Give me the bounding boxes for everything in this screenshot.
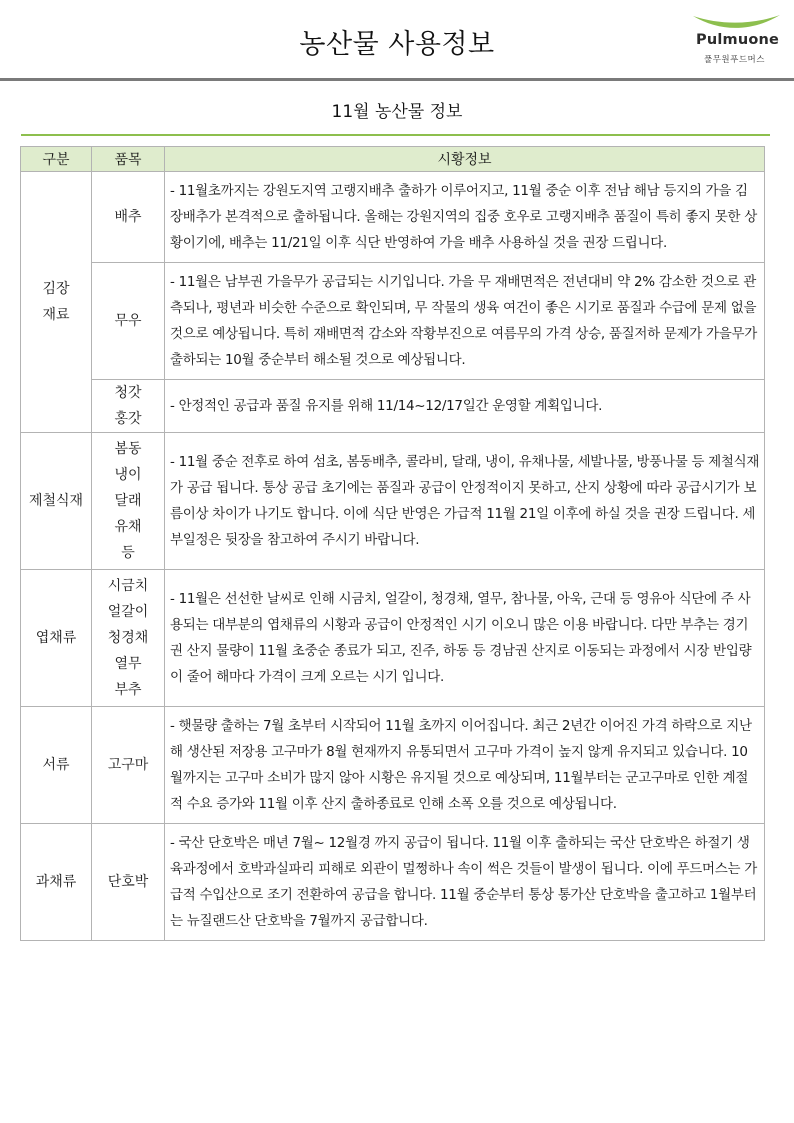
category-cell bbox=[21, 433, 92, 570]
market-info-cell: - 11월초까지는 강원도지역 고랭지배추 출하가 이루어지고, 11월 중순 이후 전남 해남 등지의 가을 김장배추가 본격적으로 출하됩니다. 올해는 강원지역의 집중 호우로 고랭지배추 품질이 특히 좋지 못한 상황이기에, 배추는 11/21일 이후 식단 반영하여 가을 배추 사용하실 것을 권장 드립니다. bbox=[165, 172, 765, 263]
table-header-row bbox=[21, 147, 765, 172]
table-row bbox=[21, 263, 765, 380]
table-row bbox=[21, 570, 765, 707]
category-label: 서류 bbox=[42, 757, 70, 773]
column-header-item: 품목 bbox=[92, 147, 165, 172]
item-cell bbox=[92, 824, 165, 941]
category-label: 제철식재 bbox=[28, 493, 84, 509]
market-info-cell: - 11월 중순 전후로 하여 섬초, 봄동배추, 콜라비, 달래, 냉이, 유채나물, 세발나물, 방풍나물 등 제철식재가 공급 됩니다. 통상 공급 초기에는 품질과 공급이 안정적이지 못하고, 산지 상황에 따라 공급시기가 보름이상 차이가 나기도 합니다. 이에 식단 반영은 가급적 11월 21일 이후에 하실 것을 권장 드립니다. 세부일정은 뒷장을 참고하여 주시기 바랍니다. bbox=[165, 433, 765, 570]
item-label: 열무 bbox=[114, 656, 142, 672]
header-divider bbox=[0, 78, 794, 81]
item-label: 청경채 bbox=[107, 630, 149, 646]
pulmuone-logo bbox=[690, 12, 782, 64]
category-label: 과채류 bbox=[35, 874, 77, 890]
market-info-cell: - 안정적인 공급과 품질 유지를 위해 11/14~12/17일간 운영할 계획입니다. bbox=[165, 380, 765, 433]
table-row bbox=[21, 433, 765, 570]
category-label: 김장 재료 bbox=[42, 281, 70, 323]
item-label: 무우 bbox=[114, 313, 142, 329]
logo-wordmark: Pulmuone bbox=[696, 32, 780, 48]
item-label: 시금치 bbox=[107, 578, 149, 594]
item-label: 달래 bbox=[114, 493, 142, 509]
item-cell bbox=[92, 570, 165, 707]
item-cell bbox=[92, 380, 165, 433]
item-label: 배추 bbox=[114, 209, 142, 225]
item-cell bbox=[92, 263, 165, 380]
page-title: 농산물 사용정보 bbox=[299, 29, 495, 60]
market-info-cell: - 햇물량 출하는 7월 초부터 시작되어 11월 초까지 이어집니다. 최근 2년간 이어진 가격 하락으로 지난해 생산된 저장용 고구마가 8월 현재까지 유통되면서 고구마 가격이 높지 않게 유지되고 있습니다. 10월까지는 고구마 소비가 많지 않아 시황은 유지될 것으로 예상되며, 11월부터는 군고구마로 인한 계절적 수요 증가와 11월 이후 산지 출하종료로 인해 소폭 오를 것으로 예상됩니다. bbox=[165, 707, 765, 824]
subtitle-divider bbox=[21, 134, 770, 136]
table-row bbox=[21, 172, 765, 263]
item-label: 유채 bbox=[114, 519, 142, 535]
market-info-cell: - 국산 단호박은 매년 7월~ 12월경 까지 공급이 됩니다. 11월 이후 출하되는 국산 단호박은 하절기 생육과정에서 호박과실파리 피해로 외관이 멀쩡하나 속이 썩은 것들이 발생이 됩니다. 이에 푸드머스는 가급적 수입산으로 조기 전환하여 공급을 합니다. 11월 중순부터 통상 통가산 단호박을 출고하고 1월부터는 뉴질랜드산 단호박을 7월까지 공급합니다. bbox=[165, 824, 765, 941]
item-cell bbox=[92, 433, 165, 570]
item-cell bbox=[92, 172, 165, 263]
item-cell bbox=[92, 707, 165, 824]
column-header-market-info: 시황정보 bbox=[165, 147, 765, 172]
column-header-category: 구분 bbox=[21, 147, 92, 172]
market-info-cell: - 11월은 선선한 날씨로 인해 시금치, 얼갈이, 청경채, 열무, 참나물, 아욱, 근대 등 영유아 식단에 주 사용되는 대부분의 엽채류의 시황과 공급이 안정적인 시기 이오니 많은 이용 바랍니다. 다만 부추는 경기권 산지 물량이 11월 초중순 종료가 되고, 진주, 하동 등 경남권 산지로 이동되는 과정에서 시장 반입량이 줄어 해마다 가격이 크게 오르는 시기 입니다. bbox=[165, 570, 765, 707]
item-label: 얼갈이 bbox=[107, 604, 149, 620]
item-label: 청갓 bbox=[114, 385, 142, 401]
logo-subtext: 풀무원푸드머스 bbox=[704, 55, 765, 65]
item-label: 봄동 bbox=[114, 441, 142, 457]
item-label: 고구마 bbox=[107, 757, 149, 773]
category-cell bbox=[21, 707, 92, 824]
category-cell bbox=[21, 172, 92, 433]
table-row bbox=[21, 707, 765, 824]
item-label: 냉이 bbox=[114, 467, 142, 483]
item-label: 등 bbox=[121, 545, 135, 561]
category-label: 엽채류 bbox=[35, 630, 77, 646]
item-label: 단호박 bbox=[107, 874, 149, 890]
produce-info-table bbox=[20, 146, 765, 941]
table-row bbox=[21, 824, 765, 941]
item-label: 홍갓 bbox=[114, 411, 142, 427]
item-label: 부추 bbox=[114, 682, 142, 698]
market-info-cell: - 11월은 남부권 가을무가 공급되는 시기입니다. 가을 무 재배면적은 전년대비 약 2% 감소한 것으로 관측되나, 평년과 비슷한 수준으로 확인되며, 무 작물의 생육 여건이 좋은 시기로 품질과 수급에 문제 없을 것으로 예상됩니다. 특히 재배면적 감소와 작황부진으로 여름무의 가격 상승, 품질저하 문제가 가을무가 출하되는 10월 중순부터 해소될 것으로 예상됩니다. bbox=[165, 263, 765, 380]
table-row bbox=[21, 380, 765, 433]
category-cell bbox=[21, 570, 92, 707]
category-cell bbox=[21, 824, 92, 941]
section-subtitle: 11월 농산물 정보 bbox=[331, 102, 463, 122]
